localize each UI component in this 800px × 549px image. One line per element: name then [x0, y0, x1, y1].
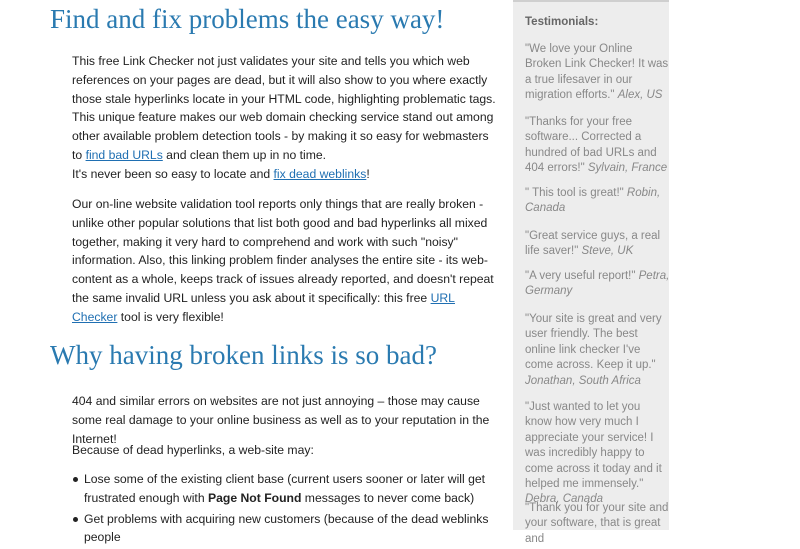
- testimonial-item: [525, 229, 670, 260]
- section-title-find-fix: Find and fix problems the easy way!: [50, 4, 445, 34]
- testimonials-sidebar: [513, 0, 670, 545]
- testimonial-quote: "Just wanted to let you know how very much I appreciate your service! I was incredibly happy to come across it today and it helped me immensely.": [525, 401, 662, 491]
- testimonial-item: [525, 400, 670, 508]
- testimonial-quote: "Thank you for your site and your software, that is great and: [525, 502, 669, 545]
- intro-text: This free Link Checker not just validates your site and tells you which web references on your pages are dead, but it will also show to you where exactly those stale hyperlinks locate in your HTML code, highlighting problematic tags. This unique feature makes our web domain checking service stand out among other available problem detection tools - by making it so easy for webmasters to: [72, 54, 496, 162]
- fix-dead-weblinks-link[interactable]: fix dead weblinks: [273, 166, 367, 181]
- list-item: [72, 470, 502, 508]
- testimonial-item: [525, 269, 670, 300]
- validation-paragraph: [72, 195, 502, 327]
- section-title-why-bad: Why having broken links is so bad?: [50, 340, 437, 370]
- sidebar-divider: [513, 0, 669, 2]
- list-item-text-end: messages to never come back): [301, 490, 475, 505]
- find-bad-urls-link[interactable]: find bad URLs: [85, 147, 163, 162]
- easy-text: It's never been so easy to locate and: [72, 166, 274, 181]
- list-item: Get problems with acquiring new customers (because of the dead weblinks people: [72, 510, 502, 548]
- testimonial-quote: "Thanks for your free software... Corrected a hundred of bad URLs and 404 errors!": [525, 116, 657, 175]
- errors-paragraph: 404 and similar errors on websites are not just annoying – those may cause some real damage to your online business as well as to your reputation in the Internet!: [72, 394, 490, 446]
- page-not-found-bold: Page Not Found: [207, 490, 302, 505]
- consequences-list: [72, 470, 502, 549]
- testimonial-quote: "We love your Online Broken Link Checker! It was a true lifesaver in our migration efforts.": [525, 43, 669, 102]
- testimonial-author: Steve, UK: [581, 245, 634, 258]
- testimonial-quote: " This tool is great!": [525, 187, 627, 199]
- intro-paragraph: [72, 52, 502, 184]
- testimonial-quote: "A very useful report!": [525, 270, 639, 282]
- url-checker-link[interactable]: URL Checker: [72, 290, 455, 324]
- testimonial-quote: "Your site is great and very user friendly. The best online link checker I've come across. Keep it up.": [525, 313, 662, 372]
- testimonial-author: Jonathan, South Africa: [525, 374, 641, 387]
- testimonials-heading: Testimonials:: [525, 16, 599, 28]
- testimonial-item: [525, 42, 670, 104]
- testimonial-item: [525, 115, 670, 177]
- testimonial-author: Robin, Canada: [525, 187, 661, 215]
- validation-text: Our on-line website validation tool reports only things that are really broken - unlike other popular solutions that list both good and bad hyperlinks all mixed together, making it very hard to comprehend and work with such "noisy" information. Also, this linking problem finder analyses the entire site - its web-content as a whole, keeps track of issues already reported, and doesn't repeat the same invalid URL unless you ask about it specifically: this free: [72, 197, 494, 305]
- testimonial-item: [525, 501, 670, 547]
- list-item-text: Lose some of the existing client base (current users sooner or later will get frustrated enough with: [84, 472, 486, 505]
- testimonial-author: Debra, Canada: [525, 493, 603, 506]
- testimonial-quote: "Great service guys, a real life saver!": [525, 230, 661, 258]
- testimonial-item: [525, 312, 670, 389]
- easy-text-end: !: [366, 166, 370, 181]
- testimonial-item: [525, 186, 670, 217]
- testimonial-author: Alex, US: [617, 89, 663, 102]
- page-background: [669, 0, 800, 530]
- testimonial-author: Petra, Germany: [525, 270, 670, 298]
- intro-text-end: and clean them up in no time.: [162, 147, 327, 162]
- testimonial-author: Sylvain, France: [587, 162, 668, 175]
- validation-text-end: tool is very flexible!: [117, 309, 224, 324]
- because-paragraph: Because of dead hyperlinks, a web-site may:: [72, 443, 314, 457]
